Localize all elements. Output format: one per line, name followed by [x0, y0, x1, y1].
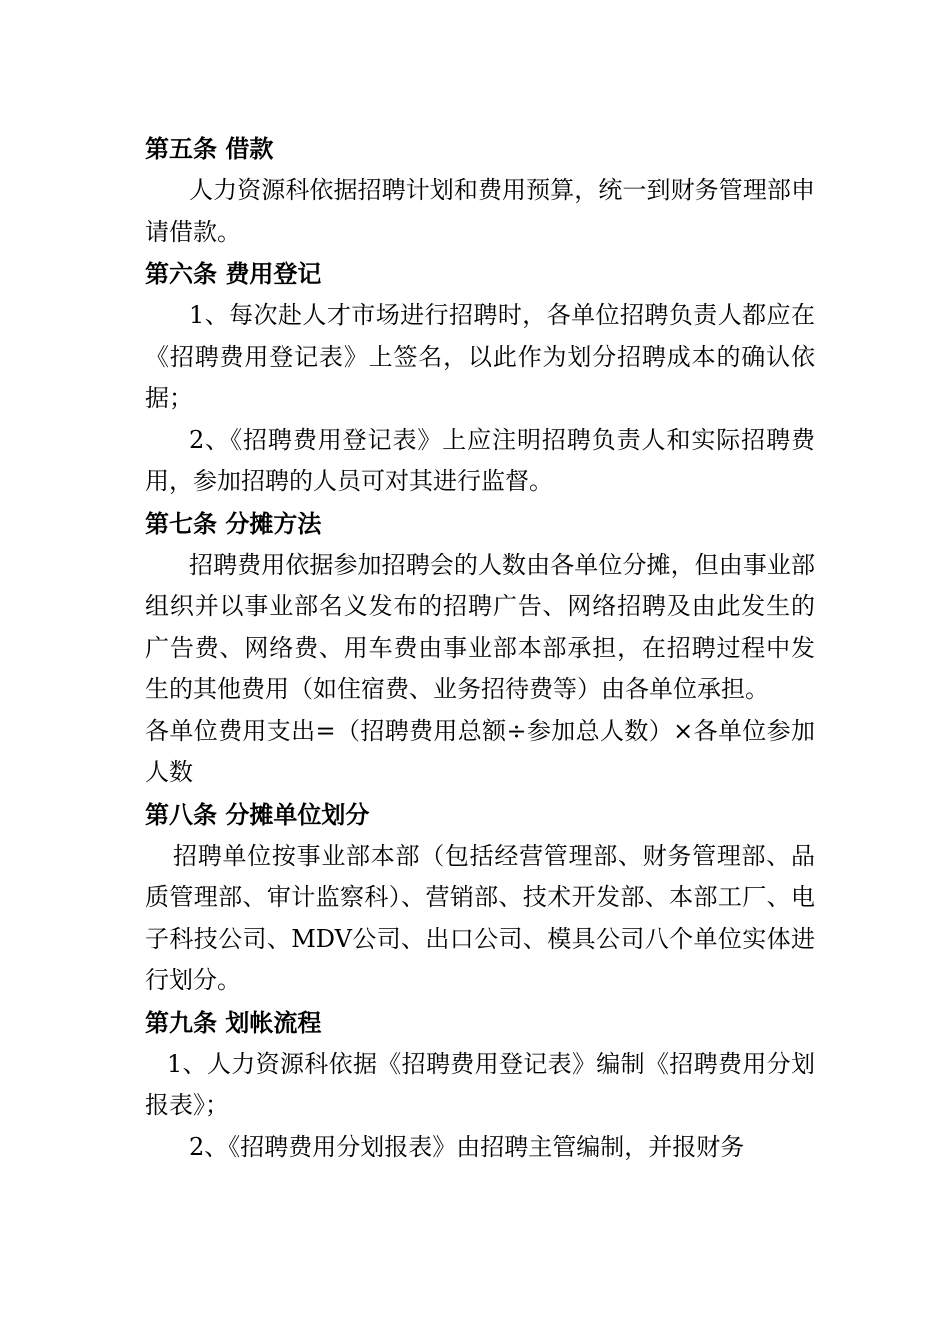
- document-body: [145, 128, 815, 1168]
- section-heading-8: 第八条 分摊单位划分: [145, 799, 370, 829]
- paragraph-loan: 人力资源科依据招聘计划和费用预算，统一到财务管理部申请借款。: [145, 176, 815, 246]
- section-heading-5: 第五条 借款: [145, 134, 274, 163]
- paragraph-transfer-1: 1、人力资源科依据《招聘费用登记表》编制《招聘费用分划报表》；: [145, 1049, 815, 1119]
- paragraph-registration-1: 1、每次赴人才市场进行招聘时，各单位招聘负责人都应在《招聘费用登记表》上签名，以此作为划分招聘成本的确认依据；: [145, 301, 815, 412]
- section-heading-9: 第九条 划帐流程: [145, 1007, 322, 1037]
- paragraph-transfer-2: 2、《招聘费用分划报表》由招聘主管编制，并报财务: [189, 1132, 745, 1161]
- paragraph-allocation-method: 招聘费用依据参加招聘会的人数由各单位分摊，但由事业部组织并以事业部名义发布的招聘广告、网络招聘及由此发生的广告费、网络费、用车费由事业部本部承担，在招聘过程中发生的其他费用（如住宿费、业务招待费等）由各单位承担。: [145, 550, 815, 703]
- paragraph-registration-2: 2、《招聘费用登记表》上应注明招聘负责人和实际招聘费用，参加招聘的人员可对其进行监督。: [145, 425, 815, 495]
- paragraph-allocation-formula: 各单位费用支出=（招聘费用总额÷参加总人数）×各单位参加人数: [145, 716, 815, 786]
- section-heading-7: 第七条 分摊方法: [145, 508, 322, 538]
- paragraph-allocation-units: 招聘单位按事业部本部（包括经营管理部、财务管理部、品质管理部、审计监察科）、营销部、技术开发部、本部工厂、电子科技公司、MDV公司、出口公司、模具公司八个单位实体进行划分。: [145, 841, 815, 994]
- section-heading-6: 第六条 费用登记: [145, 259, 322, 288]
